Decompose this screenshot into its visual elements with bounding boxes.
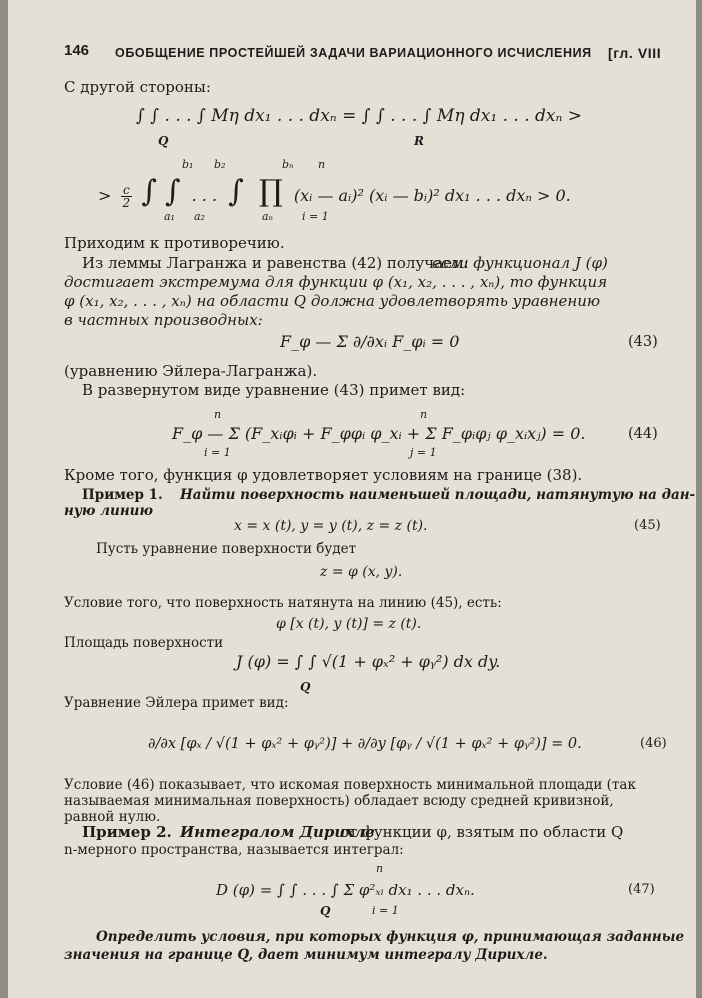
equation-product-bound: > $\frac{c}{2}$ ∫ ∫ . . . ∫ ∏ (xᵢ — aᵢ)² (xᵢ — bᵢ)² dx₁ . . . dxₙ > 0.: [98, 174, 571, 210]
limit-label: n: [318, 158, 326, 171]
limit-label: i = 1: [372, 904, 399, 917]
integral-domain-q: Q: [158, 134, 169, 148]
integral-domain-r: R: [414, 134, 424, 148]
limit-label: n: [376, 862, 384, 875]
limit-label: a₂: [194, 210, 205, 223]
paragraph-line: Уравнение Эйлера примет вид:: [64, 695, 289, 711]
running-title: ОБОБЩЕНИЕ ПРОСТЕЙШЕЙ ЗАДАЧИ ВАРИАЦИОННОГО ИСЧИСЛЕНИЯ: [115, 46, 592, 60]
equation-number: (46): [640, 736, 667, 751]
equation-43: F_φ — Σ ∂/∂xᵢ F_φᵢ = 0: [280, 332, 460, 351]
equation-47: D (φ) = ∫ ∫ . . . ∫ Σ φ²ₓᵢ dx₁ . . . dxₙ.: [216, 881, 475, 899]
paragraph-line: Кроме того, функция φ удовлетворяет условиям на границе (38).: [64, 466, 583, 484]
paragraph-line: Из леммы Лагранжа и равенства (42) получаем:: [82, 254, 469, 272]
paragraph-line: Приходим к противоречию.: [64, 234, 285, 252]
equation-number: (47): [628, 882, 655, 897]
limit-label: a₁: [164, 210, 175, 223]
equation-44: F_φ — Σ (F_xᵢφᵢ + F_φφᵢ φ_xᵢ + Σ F_φᵢφⱼ φ_xᵢxⱼ) = 0.: [172, 424, 586, 443]
example-text: Найти поверхность наименьшей площади, натянутую на дан-: [180, 487, 696, 503]
limit-label: aₙ: [262, 210, 274, 223]
paragraph-line: называемая минимальная поверхность) обладает всюду средней кривизной,: [64, 793, 614, 809]
limit-label: b₁: [182, 158, 194, 171]
theorem-text: достигает экстремума для функции φ (x₁, x₂, . . . , xₙ), то функция: [64, 273, 608, 291]
equation-boundary: φ [x (t), y (t)] = z (t).: [276, 616, 422, 632]
paragraph-line: от функции φ, взятым по области Q: [340, 823, 624, 841]
paragraph-line: Условие того, что поверхность натянута на линию (45), есть:: [64, 595, 502, 611]
paragraph-line: (уравнению Эйлера-Лагранжа).: [64, 362, 318, 380]
limit-label: i = 1: [204, 446, 231, 459]
example-text: ную линию: [64, 503, 154, 519]
paragraph-line: Пусть уравнение поверхности будет: [96, 541, 357, 557]
product-body: (xᵢ — aᵢ)² (xᵢ — bᵢ)² dx₁ . . . dxₙ > 0.: [293, 186, 571, 205]
limit-label: j = 1: [410, 446, 437, 459]
limit-label: i = 1: [302, 210, 329, 223]
equation-surface: z = φ (x, y).: [320, 564, 403, 580]
theorem-text: φ (x₁, x₂, . . . , xₙ) на области Q должна удовлетворять уравнению: [64, 292, 601, 310]
equation-number: (44): [628, 426, 658, 442]
fraction-numerator: c: [122, 183, 130, 197]
paragraph-line: С другой стороны:: [64, 78, 211, 96]
chapter-label: [гл. VIII: [608, 45, 662, 61]
integral-domain-q: Q: [300, 680, 311, 694]
equation-integral-comparison: ∫ ∫ . . . ∫ Mη dx₁ . . . dxₙ = ∫ ∫ . . . ∫ Mη dx₁ . . . dxₙ >: [136, 106, 583, 126]
integral-domain-q: Q: [320, 904, 331, 918]
page-number: 146: [64, 42, 90, 59]
theorem-text: если функционал J (φ): [432, 254, 608, 272]
theorem-text: в частных производных:: [64, 311, 263, 329]
limit-label: b₂: [214, 158, 226, 171]
task-text: значения на границе Q, дает минимум интегралу Дирихле.: [64, 947, 548, 963]
example-label: Пример 2.: [82, 823, 172, 841]
equation-46: ∂/∂x [φₓ / √(1 + φₓ² + φᵧ²)] + ∂/∂y [φᵧ / √(1 + φₓ² + φᵧ²)] = 0.: [148, 736, 582, 752]
paragraph-line: Площадь поверхности: [64, 635, 224, 651]
limit-label: n: [214, 408, 222, 421]
example-title: Интегралом Дирихле: [180, 823, 375, 841]
paragraph-line: равной нулю.: [64, 809, 161, 825]
paragraph-line: n-мерного пространства, называется интеграл:: [64, 842, 404, 858]
fraction-denominator: 2: [122, 196, 131, 210]
limit-label: n: [420, 408, 428, 421]
equation-number: (43): [628, 334, 658, 350]
equation-number: (45): [634, 518, 661, 533]
book-page: [8, 0, 696, 998]
equation-area: J (φ) = ∫ ∫ √(1 + φₓ² + φᵧ²) dx dy.: [236, 652, 501, 671]
example-label: Пример 1.: [82, 487, 163, 503]
task-text: Определить условия, при которых функция φ, принимающая заданные: [96, 929, 685, 945]
limit-label: bₙ: [282, 158, 294, 171]
paragraph-line: Условие (46) показывает, что искомая поверхность минимальной площади (так: [64, 777, 636, 793]
paragraph-line: В развернутом виде уравнение (43) примет вид:: [82, 381, 466, 399]
equation-45: x = x (t), y = y (t), z = z (t).: [234, 518, 428, 534]
